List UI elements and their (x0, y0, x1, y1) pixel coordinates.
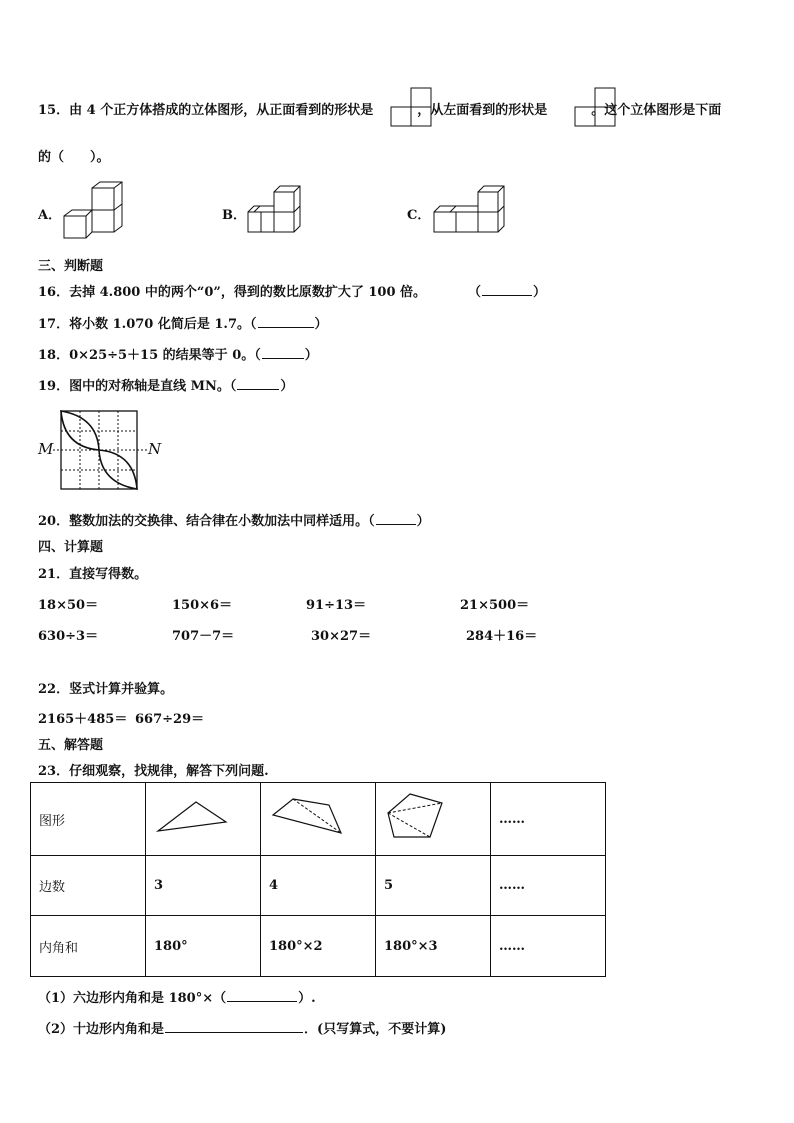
table-cell: 4 (261, 856, 376, 916)
shape-more: …… (491, 783, 606, 856)
calc-item: 150×6＝ (172, 598, 233, 613)
q23-text: 23．仔细观察，找规律，解答下列问题. (38, 764, 269, 779)
row-label-edges: 边数 (31, 856, 146, 916)
q23-part2: （2）十边形内角和是 ．(只写算式，不要计算) (38, 1022, 447, 1037)
section-4-heading: 四、计算题 (38, 540, 104, 555)
table-cell: 3 (146, 856, 261, 916)
q19-blank[interactable] (237, 377, 279, 390)
q20-blank[interactable] (376, 512, 416, 525)
triangle-cell (146, 783, 261, 856)
q15-text-b: ，从左面看到的形状是 (417, 103, 548, 118)
table-cell: …… (491, 916, 606, 977)
q23-part1-text: （1）六边形内角和是 180°×（ (38, 991, 227, 1006)
table-row (31, 916, 606, 977)
q15-line2: 的（ ）。 (38, 150, 110, 165)
q23-part2-blank[interactable] (165, 1020, 303, 1033)
q19-line: 19．图中的对称轴是直线 MN。（ ） (38, 379, 294, 394)
row-label-angles: 内角和 (31, 916, 146, 977)
q15-text-c: 。这个立体图形是下面 (591, 103, 722, 118)
q22-text: 22．竖式计算并验算。 (38, 682, 174, 697)
table-cell: 180° (146, 916, 261, 977)
table-cell: 180°×2 (261, 916, 376, 977)
label-m: M (38, 440, 54, 458)
table-cell: 5 (376, 856, 491, 916)
option-b-figure (246, 182, 302, 238)
q20-line: 20．整数加法的交换律、结合律在小数加法中同样适用。（ ） (38, 514, 430, 529)
q17-blank[interactable] (258, 315, 314, 328)
vertical-calc-item: 667÷29＝ (135, 712, 205, 727)
section-3-heading: 三、判断题 (38, 259, 104, 274)
calc-item: 630÷3＝ (38, 629, 99, 644)
q23-part1-blank[interactable] (227, 989, 297, 1002)
q15-text-a: 15．由 4 个正方体搭成的立体图形，从正面看到的形状是 (38, 103, 374, 118)
option-c-label: C． (407, 208, 431, 223)
q21-text: 21．直接写得数。 (38, 567, 148, 582)
quadrilateral-icon (269, 795, 349, 839)
q18-line: 18．0×25÷5＋15 的结果等于 0。（ ） (38, 348, 318, 363)
calc-item: 21×500＝ (460, 598, 530, 613)
table-row (31, 783, 606, 856)
q23-part2-text: （2）十边形内角和是 (38, 1022, 165, 1037)
q15-line1 (38, 99, 721, 118)
q19-text: 19．图中的对称轴是直线 MN。（ (38, 379, 237, 394)
pentagon-cell (376, 783, 491, 856)
option-b-label: B． (222, 208, 246, 223)
q16-blank[interactable] (482, 283, 532, 296)
option-a-label: A． (38, 208, 62, 223)
calc-item: 18×50＝ (38, 598, 99, 613)
calc-item: 284＋16＝ (466, 629, 538, 644)
table-cell: …… (491, 856, 606, 916)
q18-text: 18．0×25÷5＋15 的结果等于 0。（ (38, 348, 261, 363)
q17-line: 17．将小数 1.070 化简后是 1.7。（ ） (38, 317, 328, 332)
option-a-figure (62, 180, 126, 242)
q20-text: 20．整数加法的交换律、结合律在小数加法中同样适用。（ (38, 514, 375, 529)
row-label-shape: 图形 (31, 783, 146, 856)
pattern-table (30, 782, 606, 977)
calc-item: 30×27＝ (311, 629, 372, 644)
front-view-figure (390, 87, 432, 127)
table-row (31, 856, 606, 916)
symmetry-figure (50, 409, 150, 493)
q18-blank[interactable] (262, 346, 304, 359)
label-n: N (148, 440, 162, 458)
calc-item: 91÷13＝ (306, 598, 367, 613)
pentagon-icon (384, 791, 460, 843)
q16-answer: （ ） (468, 285, 547, 300)
vertical-calc-item: 2165＋485＝ (38, 712, 128, 727)
option-c-figure (432, 182, 506, 238)
calc-item: 707－7＝ (172, 629, 235, 644)
q23-part1: （1）六边形内角和是 180°×（ ）. (38, 991, 316, 1006)
quadrilateral-cell (261, 783, 376, 856)
left-view-figure (574, 87, 616, 127)
q17-text: 17．将小数 1.070 化简后是 1.7。（ (38, 317, 257, 332)
section-5-heading: 五、解答题 (38, 738, 104, 753)
table-cell: 180°×3 (376, 916, 491, 977)
triangle-icon (154, 797, 228, 837)
q16-text: 16．去掉 4.800 中的两个“0”，得到的数比原数扩大了 100 倍。 (38, 285, 427, 300)
